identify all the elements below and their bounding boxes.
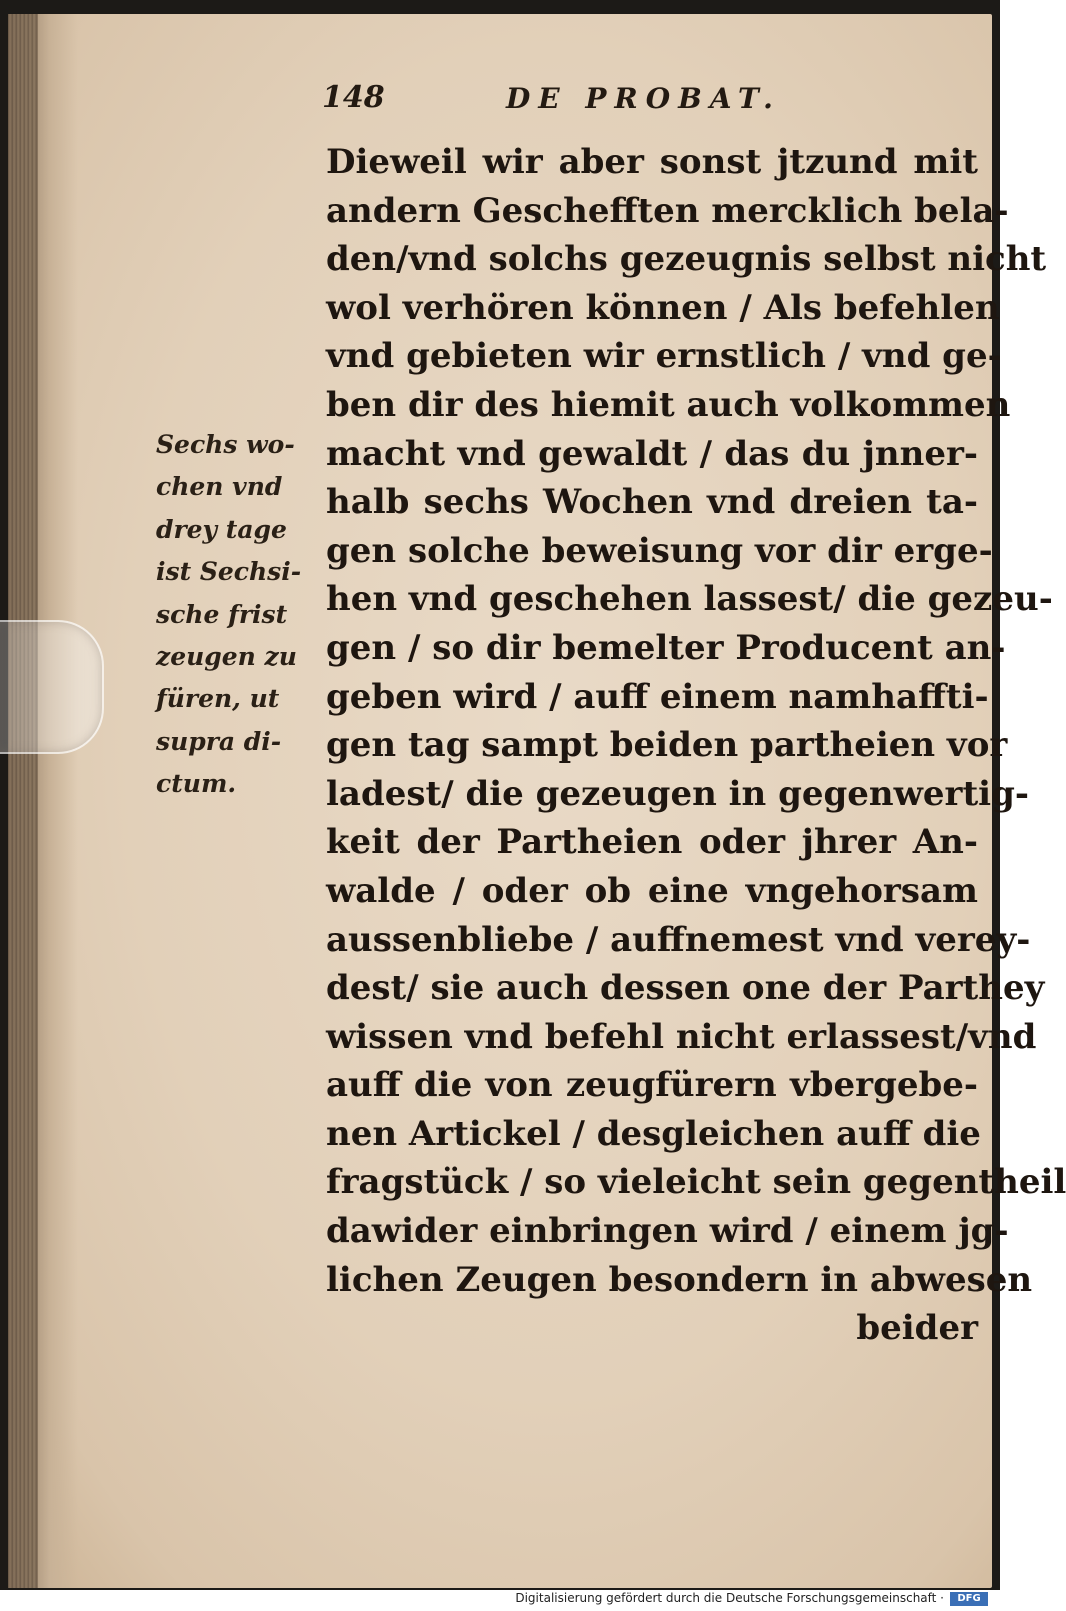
- text-line: den/vnd solchs gezeugnis selbst nicht: [326, 239, 1047, 280]
- margin-note-line: drey tage: [156, 514, 287, 544]
- text-line: vnd gebieten wir ernstlich / vnd ge-: [326, 336, 1002, 377]
- text-line: ladest/ die gezeugen in gegenwertig-: [326, 773, 1029, 814]
- text-line: lichen Zeugen besondern in abwesen: [326, 1259, 1033, 1300]
- page-clip: [0, 620, 104, 754]
- text-line: macht vnd gewaldt / das du jnner-: [326, 433, 978, 474]
- margin-note-line: sche frist: [156, 599, 288, 629]
- book-page: [8, 14, 1066, 1588]
- text-line: ben dir des hiemit auch volkommen: [326, 384, 1011, 425]
- text-line: gen tag sampt beiden partheien vor: [326, 725, 1008, 766]
- footer: [0, 1590, 1000, 1611]
- text-line: gen solche beweisung vor dir erge-: [326, 530, 993, 571]
- text-line: wissen vnd befehl nicht erlassest/vnd: [326, 1016, 1037, 1057]
- catchword: beider: [856, 1308, 978, 1349]
- text-line: geben wird / auff einem namhaffti-: [326, 676, 989, 717]
- text-line: walde / oder ob eine vngehorsam: [326, 870, 978, 911]
- text-line: nen Artickel / desgleichen auff die: [326, 1113, 981, 1154]
- page-edges: [8, 14, 38, 1588]
- text-line: hen vnd geschehen lassest/ die gezeu-: [326, 579, 1053, 620]
- text-line: auff die von zeugfürern vbergebe-: [326, 1065, 978, 1106]
- text-line: halb sechs Wochen vnd dreien ta-: [326, 482, 978, 523]
- text-line: fragstück / so vieleicht sein gegentheil: [326, 1162, 1066, 1203]
- body-text: [326, 138, 1066, 1353]
- margin-note: [156, 424, 306, 806]
- running-head: DE PROBAT.: [506, 82, 781, 115]
- dfg-logo: DFG: [950, 1592, 988, 1606]
- text-line: dawider einbringen wird / einem jg-: [326, 1211, 1009, 1252]
- margin-note-line: supra di-: [156, 726, 282, 756]
- margin-note-line: ctum.: [156, 769, 237, 799]
- margin-note-line: chen vnd: [156, 472, 283, 502]
- text-line: keit der Partheien oder jhrer An-: [326, 822, 978, 863]
- margin-note-line: füren, ut: [156, 684, 280, 714]
- footer-credit: Digitalisierung gefördert durch die Deutsche Forschungsgemeinschaft ·: [515, 1591, 944, 1605]
- page-header: [8, 78, 992, 128]
- text-line: wol verhören können / Als befehlen: [326, 287, 1000, 328]
- margin-note-line: Sechs wo-: [156, 430, 295, 459]
- text-line: andern Geschefften mercklich bela-: [326, 190, 1009, 231]
- text-line: aussenbliebe / auffnemest vnd verey-: [326, 919, 1031, 960]
- page-number: 148: [322, 80, 385, 115]
- margin-note-line: zeugen zu: [156, 641, 297, 671]
- text-line: gen / so dir bemelter Producent an-: [326, 627, 1006, 668]
- text-line: dest/ sie auch dessen one der Parthey: [326, 968, 1045, 1009]
- margin-note-line: ist Sechsi-: [156, 557, 302, 587]
- text-line: Dieweil wir aber sonst jtzund mit: [326, 142, 978, 182]
